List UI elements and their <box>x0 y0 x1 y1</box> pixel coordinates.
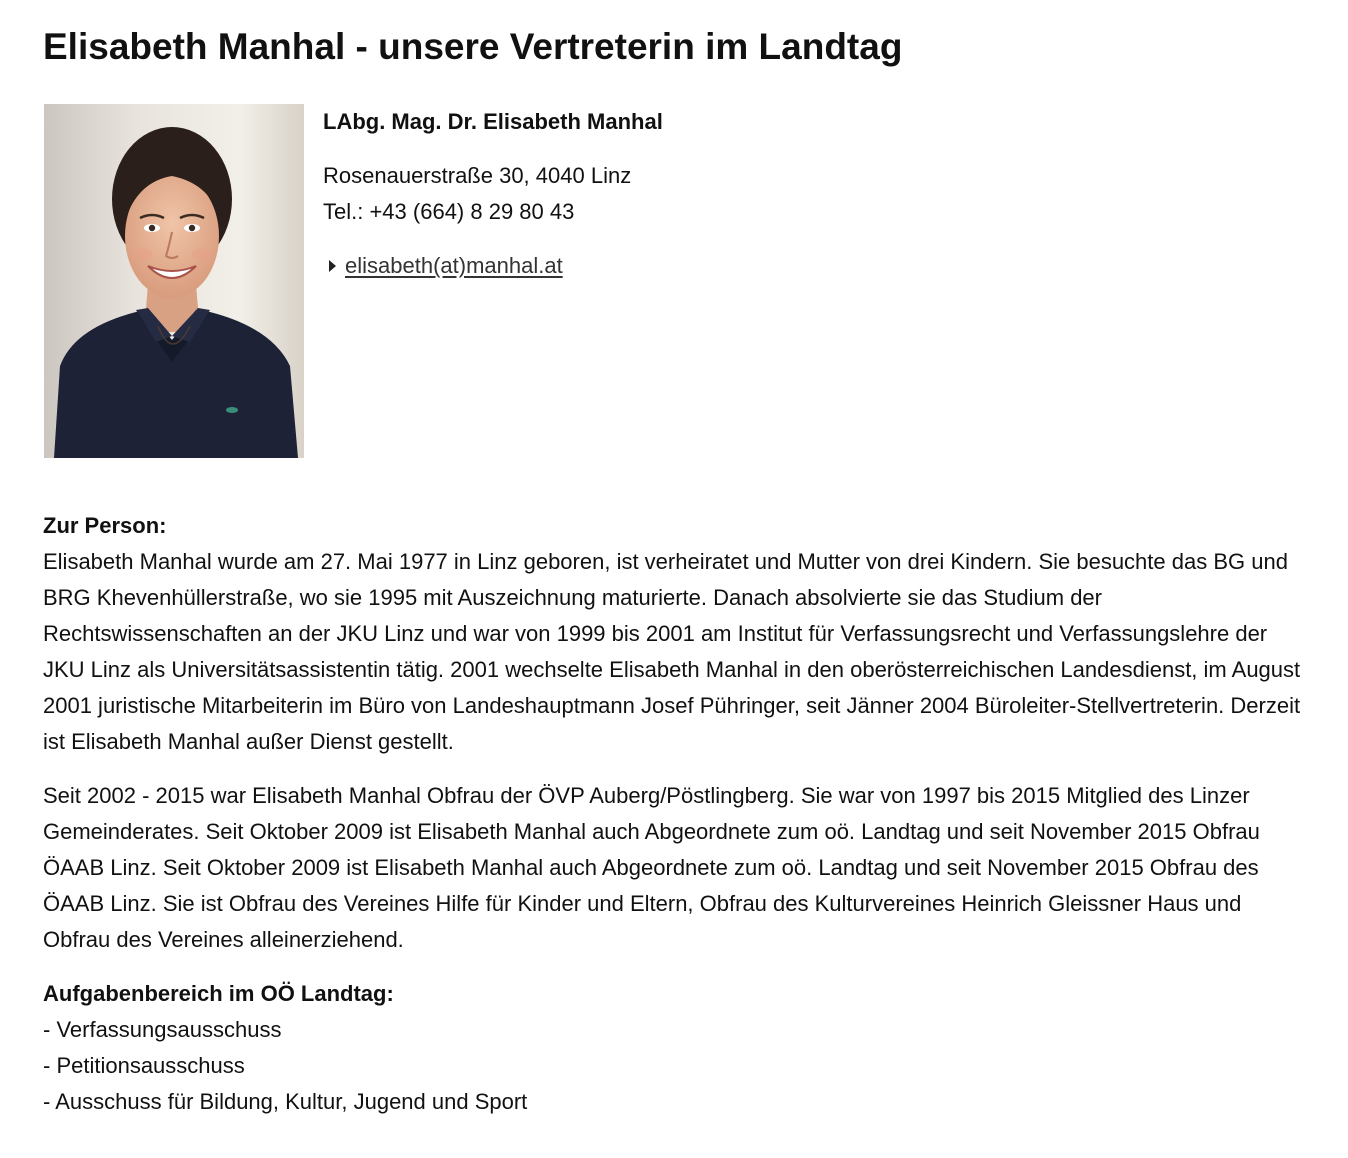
email-row <box>323 248 663 284</box>
contact-block <box>323 106 663 284</box>
person-paragraph-2: Seit 2002 - 2015 war Elisabeth Manhal Obfrau der ÖVP Auberg/Pöstlingberg. Sie war von 1997 bis 2015 Mitglied des Linzer Gemeinderates. Seit Oktober 2009 ist Elisabeth Manhal auch Abgeordnete zum oö. Landtag und seit November 2015 Obfrau ÖAAB Linz. Seit Oktober 2009 ist Elisabeth Manhal auch Abgeordnete zum oö. Landtag und seit November 2015 Obfrau des ÖAAB Linz. Sie ist Obfrau des Vereines Hilfe für Kinder und Eltern, Obfrau des Kulturvereines Heinrich Gleissner Haus und Obfrau des Vereines alleinerziehend. <box>43 783 1260 952</box>
person-heading: Zur Person: <box>43 513 167 538</box>
duties-section <box>43 976 1305 1120</box>
page-title: Elisabeth Manhal - unsere Vertreterin im Landtag <box>43 26 903 67</box>
portrait-photo <box>44 104 304 458</box>
link-arrow-icon <box>329 260 336 272</box>
list-item: - Petitionsausschuss <box>43 1053 245 1078</box>
contact-address: Rosenauerstraße 30, 4040 Linz <box>323 163 632 188</box>
person-paragraph-1: Elisabeth Manhal wurde am 27. Mai 1977 in Linz geboren, ist verheiratet und Mutter von drei Kindern. Sie besuchte das BG und BRG Khevenhüllerstraße, wo sie 1995 mit Auszeichnung maturierte. Danach absolvierte sie das Studium der Rechtswissenschaften an der JKU Linz und war von 1999 bis 2001 am Institut für Verfassungsrecht und Verfassungslehre der JKU Linz als Universitätsassistentin tätig. 2001 wechselte Elisabeth Manhal in den oberösterreichischen Landesdienst, im August 2001 juristische Mitarbeiterin im Büro von Landeshauptmann Josef Pühringer, seit Jänner 2004 Büroleiter-Stellvertreterin. Derzeit ist Elisabeth Manhal außer Dienst gestellt. <box>43 549 1301 754</box>
person-section <box>43 508 1305 760</box>
list-item: - Ausschuss für Bildung, Kultur, Jugend und Sport <box>43 1089 528 1114</box>
contact-name: LAbg. Mag. Dr. Elisabeth Manhal <box>323 109 663 134</box>
email-link[interactable]: elisabeth(at)manhal.at <box>345 253 563 278</box>
biography <box>43 508 1305 1120</box>
contact-phone: Tel.: +43 (664) 8 29 80 43 <box>323 199 575 224</box>
duties-list <box>43 1012 1305 1120</box>
duties-heading: Aufgabenbereich im OÖ Landtag: <box>43 981 394 1006</box>
list-item: - Verfassungsausschuss <box>43 1017 282 1042</box>
